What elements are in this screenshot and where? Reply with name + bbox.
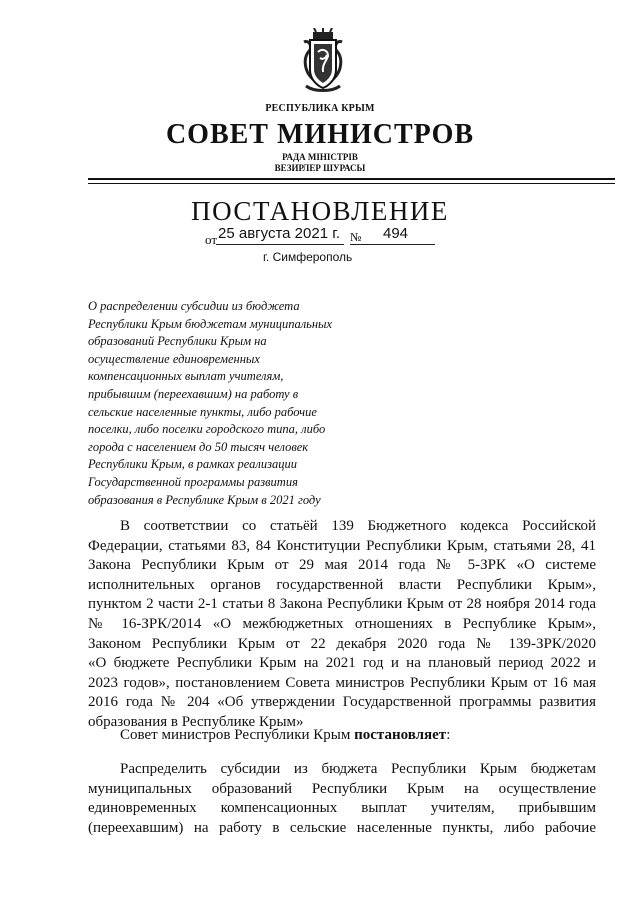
subject-line: сельские населенные пункты, либо рабочие bbox=[88, 404, 317, 419]
subject-line: прибывшим (переехавшим) на работу в bbox=[88, 386, 299, 401]
paragraph-line: Законом Республики Крым от 22 декабря 2020 года № 139-ЗРК/2020 bbox=[88, 635, 596, 652]
subject-line: О распределении субсидии из бюджета bbox=[88, 299, 300, 313]
paragraph-line: Распределить субсидии из бюджета Республики Крым бюджетам bbox=[120, 761, 596, 777]
decree-date: 25 августа 2021 г. bbox=[218, 225, 341, 242]
subject-line: Республики Крым бюджетам муниципальных bbox=[88, 316, 333, 331]
resolution-paragraph bbox=[88, 726, 596, 746]
decree-number: 494 bbox=[383, 225, 409, 242]
subject-line: поселки, либо поселки городского типа, либо bbox=[88, 422, 326, 437]
subject-line: образования в Республике Крым в 2021 году bbox=[88, 492, 321, 507]
number-label: № bbox=[350, 230, 362, 244]
paragraph-line: муниципальных образований Республики Крым на осуществление bbox=[88, 780, 596, 797]
paragraph-line bbox=[88, 726, 596, 746]
distribution-paragraph bbox=[88, 760, 596, 838]
resolution-text: Совет министров Республики Крым bbox=[120, 727, 355, 743]
subject-line: города с населением до 50 тысяч человек bbox=[88, 439, 309, 454]
paragraph-line: (переехавшим) на работу в сельские населенные пункты, либо рабочие bbox=[88, 819, 596, 836]
paragraph-line: единовременных компенсационных выплат учителям, прибывшим bbox=[88, 800, 596, 817]
paragraph-line: пунктом 2 части 2-1 статьи 8 Закона Республики Крым от 28 ноября 2014 года bbox=[88, 596, 596, 613]
paragraph-line: № 16-ЗРК/2014 «О межбюджетных отношениях в Республике Крым», bbox=[88, 615, 596, 632]
coat-of-arms-icon bbox=[296, 28, 350, 94]
subject-line: осуществление единовременных bbox=[88, 351, 260, 366]
subject-line: компенсационных выплат учителям, bbox=[88, 369, 284, 384]
subject-line: Республики Крым, в рамках реализации bbox=[88, 457, 298, 472]
header-rule-thin bbox=[88, 183, 615, 184]
number-underline bbox=[350, 244, 435, 245]
paragraph-line: В соответствии со статьёй 139 Бюджетного кодекса Российской bbox=[120, 518, 596, 534]
paragraph-line: 2016 года № 204 «Об утверждении Государственной программы развития bbox=[88, 694, 596, 711]
decree-title: ПОСТАНОВЛЕНИЕ bbox=[191, 196, 449, 226]
resolution-colon: : bbox=[446, 727, 451, 743]
subject-line: образований Республики Крым на bbox=[88, 334, 267, 349]
paragraph-line: 2023 годов», постановлением Совета министров Республики Крым от 16 мая bbox=[88, 674, 596, 691]
council-name: СОВЕТ МИНИСТРОВ bbox=[165, 119, 475, 150]
date-underline bbox=[216, 244, 344, 245]
council-name-ukrainian: РАДА МІНІСТРІВ bbox=[282, 152, 358, 162]
preamble-paragraph bbox=[88, 517, 596, 733]
council-name-crimean-tatar: ВЕЗИРЛЕР ШУРАСЫ bbox=[274, 163, 366, 173]
resolution-verb: постановляет bbox=[354, 727, 447, 743]
paragraph-line: Федерации, статьями 83, 84 Конституции Республики Крым, статьями 28, 41 bbox=[88, 537, 596, 554]
date-from-label: от bbox=[205, 232, 218, 247]
decree-date-line bbox=[205, 222, 435, 250]
paragraph-line: «О бюджете Республики Крым на 2021 год и на плановый период 2022 и bbox=[88, 655, 596, 672]
decree-subject bbox=[88, 298, 388, 509]
header-rule-thick bbox=[88, 178, 615, 180]
decree-city: г. Симферополь bbox=[263, 250, 353, 264]
subject-line: Государственной программы развития bbox=[88, 474, 298, 489]
paragraph-line: образования в Республике Крым» bbox=[88, 713, 304, 730]
paragraph-line: исполнительных органов государственной власти Республики Крым», bbox=[88, 576, 596, 593]
paragraph-line: Закона Республики Крым от 29 мая 2014 года № 5-ЗРК «О системе bbox=[88, 557, 596, 574]
republic-name: РЕСПУБЛИКА КРЫМ bbox=[265, 103, 375, 114]
